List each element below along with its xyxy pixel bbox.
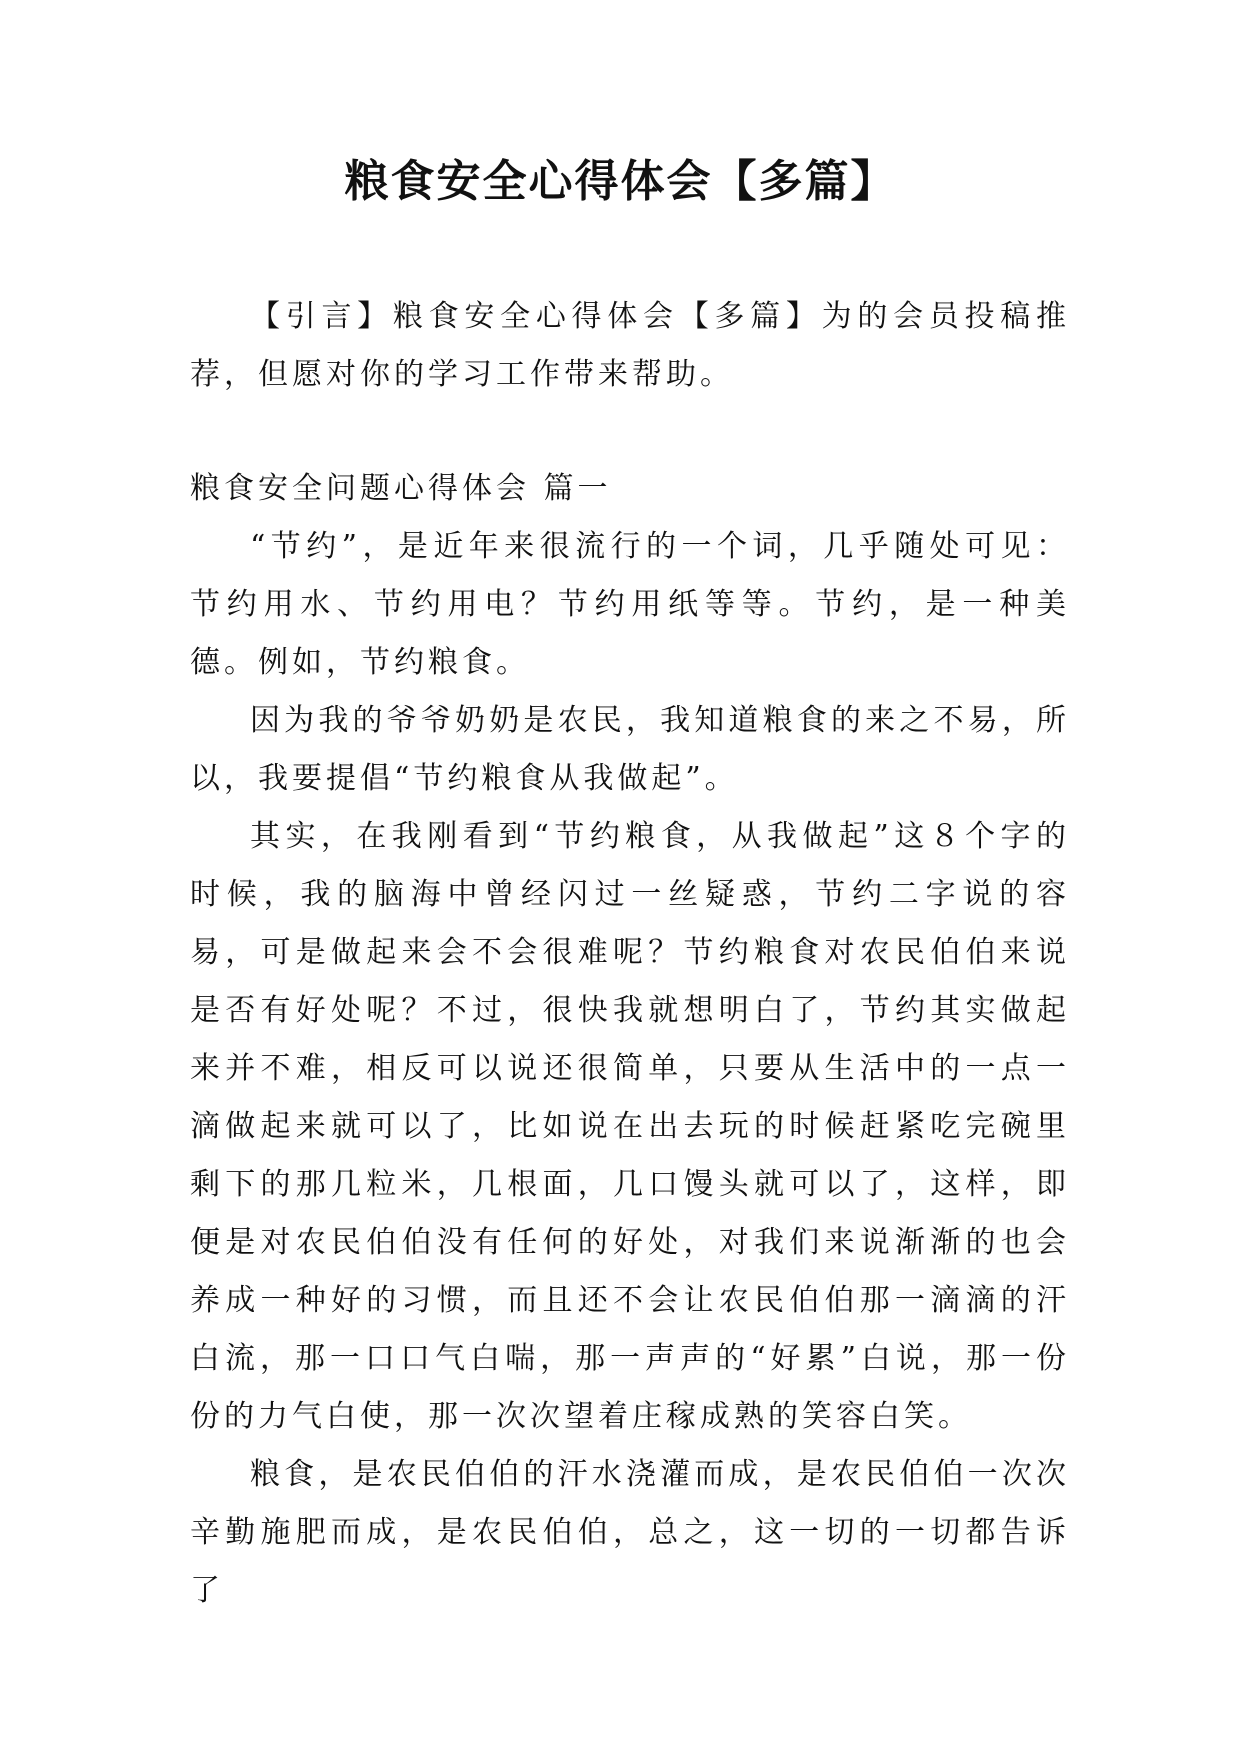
paragraph-3: 其实，在我刚看到“节约粮食，从我做起”这８个字的时候，我的脑海中曾经闪过一丝疑惑，节约二字说的容易，可是做起来会不会很难呢？节约粮食对农民伯伯来说是否有好处呢？不过，很快我就想明白了，节约其实做起来并不难，相反可以说还很简单，只要从生活中的一点一滴做起来就可以了，比如说在出去玩的时候赶紧吃完碗里剩下的那几粒米，几根面，几口馒头就可以了，这样，即便是对农民伯伯没有任何的好处，对我们来说渐渐的也会养成一种好的习惯，而且还不会让农民伯伯那一滴滴的汗白流，那一口口气白喘，那一声声的“好累”白说，那一份份的力气白使，那一次次望着庄稼成熟的笑容白笑。 xyxy=(190,819,1070,1434)
section-heading: 粮食安全问题心得体会 篇一 xyxy=(190,471,612,506)
intro-block xyxy=(190,288,1070,404)
paragraph-1: “节约”，是近年来很流行的一个词，几乎随处可见：节约用水、节约用电？节约用纸等等。节约，是一种美德。例如，节约粮食。 xyxy=(190,529,1070,680)
document-title: 粮食安全心得体会【多篇】 xyxy=(344,156,897,207)
paragraph-4: 粮食，是农民伯伯的汗水浇灌而成，是农民伯伯一次次辛勤施肥而成，是农民伯伯，总之，这一切的一切都告诉了 xyxy=(190,1457,1070,1608)
paragraph-2: 因为我的爷爷奶奶是农民，我知道粮食的来之不易，所以，我要提倡“节约粮食从我做起”。 xyxy=(190,703,1070,796)
article-body xyxy=(190,460,1070,1620)
intro-paragraph: 【引言】粮食安全心得体会【多篇】为的会员投稿推荐，但愿对你的学习工作带来帮助。 xyxy=(190,299,1070,392)
